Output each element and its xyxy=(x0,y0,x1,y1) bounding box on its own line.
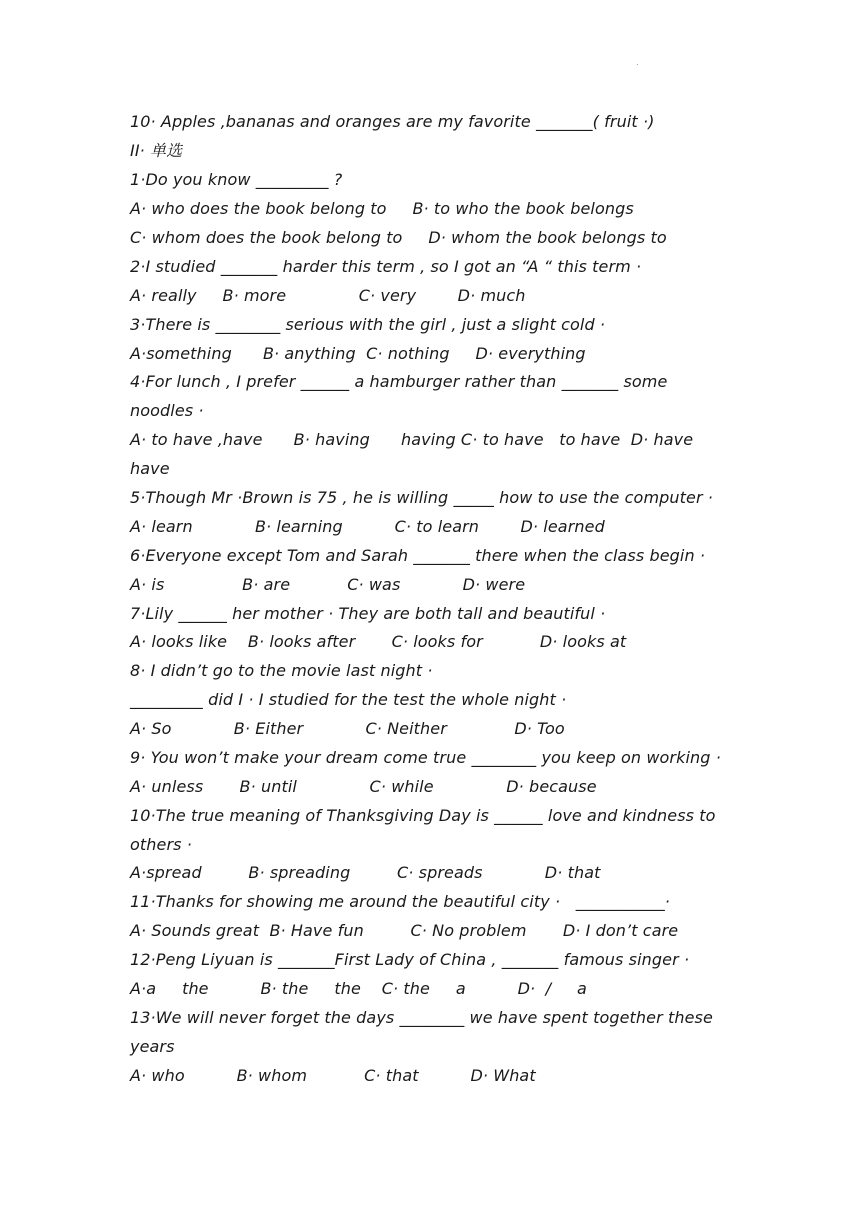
question-13: 13·We will never forget the days ________ we have spent together these xyxy=(130,1008,713,1027)
question-9: 9· You won’t make your dream come true ________ you keep on working · xyxy=(130,748,721,767)
options-line: A·spread B· spreading C· spreads D· that xyxy=(130,863,601,882)
question-8: 8· I didn’t go to the movie last night · xyxy=(130,661,433,680)
question-6: 6·Everyone except Tom and Sarah _______ there when the class begin · xyxy=(130,546,706,565)
section-heading: II· 单选 xyxy=(130,141,183,160)
options-line: A· learn B· learning C· to learn D· learned xyxy=(130,517,605,536)
question-3: 3·There is ________ serious with the girl , just a slight cold · xyxy=(130,315,606,334)
options-line: A· who B· whom C· that D· What xyxy=(130,1066,536,1085)
question-8-cont: _________ did I · I studied for the test the whole night · xyxy=(130,690,567,709)
options-line: A· looks like B· looks after C· looks for D· looks at xyxy=(130,632,627,651)
options-line: A· who does the book belong to B· to who the book belongs xyxy=(130,199,634,218)
question-7: 7·Lily ______ her mother · They are both tall and beautiful · xyxy=(130,604,606,623)
question-5: 5·Though Mr ·Brown is 75 , he is willing _____ how to use the computer · xyxy=(130,488,713,507)
options-line: A· unless B· until C· while D· because xyxy=(130,777,597,796)
question-2: 2·I studied _______ harder this term , so I got an “A “ this term · xyxy=(130,257,642,276)
options-line: C· whom does the book belong to D· whom the book belongs to xyxy=(130,228,667,247)
question-11: 11·Thanks for showing me around the beautiful city · ___________· xyxy=(130,892,670,911)
options-line-cont: have xyxy=(130,459,170,478)
question-13-cont: years xyxy=(130,1037,175,1056)
question-4: 4·For lunch , I prefer ______ a hamburger rather than _______ some xyxy=(130,372,668,391)
options-line: A·something B· anything C· nothing D· everything xyxy=(130,344,586,363)
options-line: A·a the B· the the C· the a D· / a xyxy=(130,979,587,998)
options-line: A· Sounds great B· Have fun C· No problem D· I don’t care xyxy=(130,921,679,940)
options-line: A· to have ,have B· having having C· to have to have D· have xyxy=(130,430,694,449)
header-mark: . xyxy=(636,58,639,67)
options-line: A· is B· are C· was D· were xyxy=(130,575,526,594)
question-1: 1·Do you know _________ ? xyxy=(130,170,343,189)
question-12: 12·Peng Liyuan is _______First Lady of China , _______ famous singer · xyxy=(130,950,690,969)
options-line: A· really B· more C· very D· much xyxy=(130,286,526,305)
question-4-cont: noodles · xyxy=(130,401,204,420)
question-10: 10·The true meaning of Thanksgiving Day is ______ love and kindness to xyxy=(130,806,716,825)
text-line: 10· Apples ,bananas and oranges are my favorite _______( fruit ·) xyxy=(130,112,655,131)
question-10-cont: others · xyxy=(130,835,192,854)
options-line: A· So B· Either C· Neither D· Too xyxy=(130,719,565,738)
